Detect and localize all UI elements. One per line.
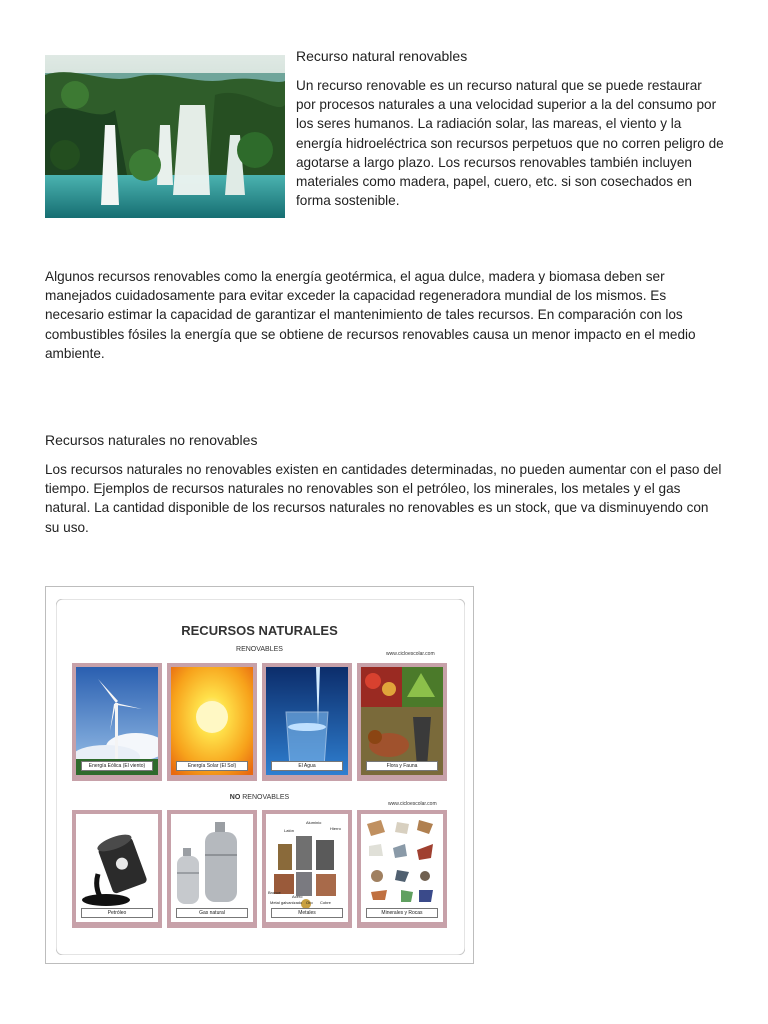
- card-minerals-rocks: [357, 810, 447, 928]
- card-solar-energy: [167, 663, 257, 781]
- card-metals: [262, 810, 352, 928]
- sun-image: [171, 667, 253, 775]
- metal-label: Oro: [306, 900, 313, 905]
- renewables-paragraph: Un recurso renovable es un recurso natural que se puede restaurar por procesos naturales a una velocidad superior a la del consumo por los seres humanos. La radiación solar, las mareas, el viento y la energía hidroeléctrica son recursos perpetuos que no corren peligro de agotarse a largo plazo. Los recursos renovables también incluyen materiales como madera, papel, cuero, etc. si son cosechados en forma sostenible.: [296, 78, 724, 209]
- section-title-renewables: Recurso natural renovables: [296, 48, 468, 64]
- source-url-bottom: www.cicloescolar.com: [388, 801, 437, 807]
- card-caption: Gas natural: [176, 908, 248, 918]
- flora-fauna-image: [361, 667, 443, 775]
- infographic-title: RECURSOS NATURALES: [181, 623, 338, 638]
- waterfall-image: [45, 55, 285, 218]
- card-flora-fauna: [357, 663, 447, 781]
- card-caption: Metales: [271, 908, 343, 918]
- card-caption: Petróleo: [81, 908, 153, 918]
- metal-label: Cobre: [320, 900, 331, 905]
- metal-label: Bronce: [268, 890, 281, 895]
- card-caption: Minerales y Rocas: [366, 908, 438, 918]
- nonrenewables-label-no: NO: [229, 794, 241, 801]
- nonrenewables-paragraph: Los recursos naturales no renovables existen en cantidades determinadas, no pueden aumentar con el paso del tiempo. Ejemplos de recursos naturales no renovables son el petróleo, los minerales, los metales y el gas natural. La cantidad disponible de los recursos naturales no renovables es un stock, que va disminuyendo con su uso.: [45, 462, 722, 535]
- oil-barrel-image: [76, 814, 158, 922]
- minerals-rocks-image: [361, 814, 443, 922]
- card-caption: El Agua: [271, 761, 343, 771]
- metal-label: Hierro: [330, 826, 341, 831]
- renewables-label: RENOVABLES: [236, 646, 283, 653]
- nonrenewables-label-rest: RENOVABLES: [240, 794, 290, 801]
- card-caption: Energía Solar (El Sol): [176, 761, 248, 771]
- renewables-management-paragraph: Algunos recursos renovables como la energía geotérmica, el agua dulce, madera y biomasa deben ser manejados cuidadosamente para evitar exceder la capacidad regeneradora mundial de los mismos. Es necesario estimar la capacidad de garantizar el mantenimiento de tales recursos. En comparación con los combustibles fósiles la energía que se obtiene de recursos renovables causa un menor impacto en el medio ambiente.: [45, 269, 696, 361]
- water-glass-image: [266, 667, 348, 775]
- card-natural-gas: [167, 810, 257, 928]
- nonrenewables-label: [46, 794, 473, 801]
- metal-label: Aluminio: [306, 820, 322, 825]
- metal-label: Metal galvanizado: [270, 900, 303, 905]
- metal-label: Acero: [292, 894, 303, 899]
- card-wind-energy: [72, 663, 162, 781]
- metal-label: Latón: [284, 828, 295, 833]
- wind-turbine-image: [76, 667, 158, 775]
- source-url-top: www.cicloescolar.com: [386, 651, 435, 657]
- card-water: [262, 663, 352, 781]
- natural-resources-infographic: [45, 586, 474, 964]
- card-caption: Flora y Fauna: [366, 761, 438, 771]
- card-oil: [72, 810, 162, 928]
- card-caption: Energía Eólica (El viento): [81, 761, 153, 771]
- section-title-nonrenewables: Recursos naturales no renovables: [45, 432, 258, 448]
- gas-cylinders-image: [171, 814, 253, 922]
- metals-image: [266, 814, 348, 922]
